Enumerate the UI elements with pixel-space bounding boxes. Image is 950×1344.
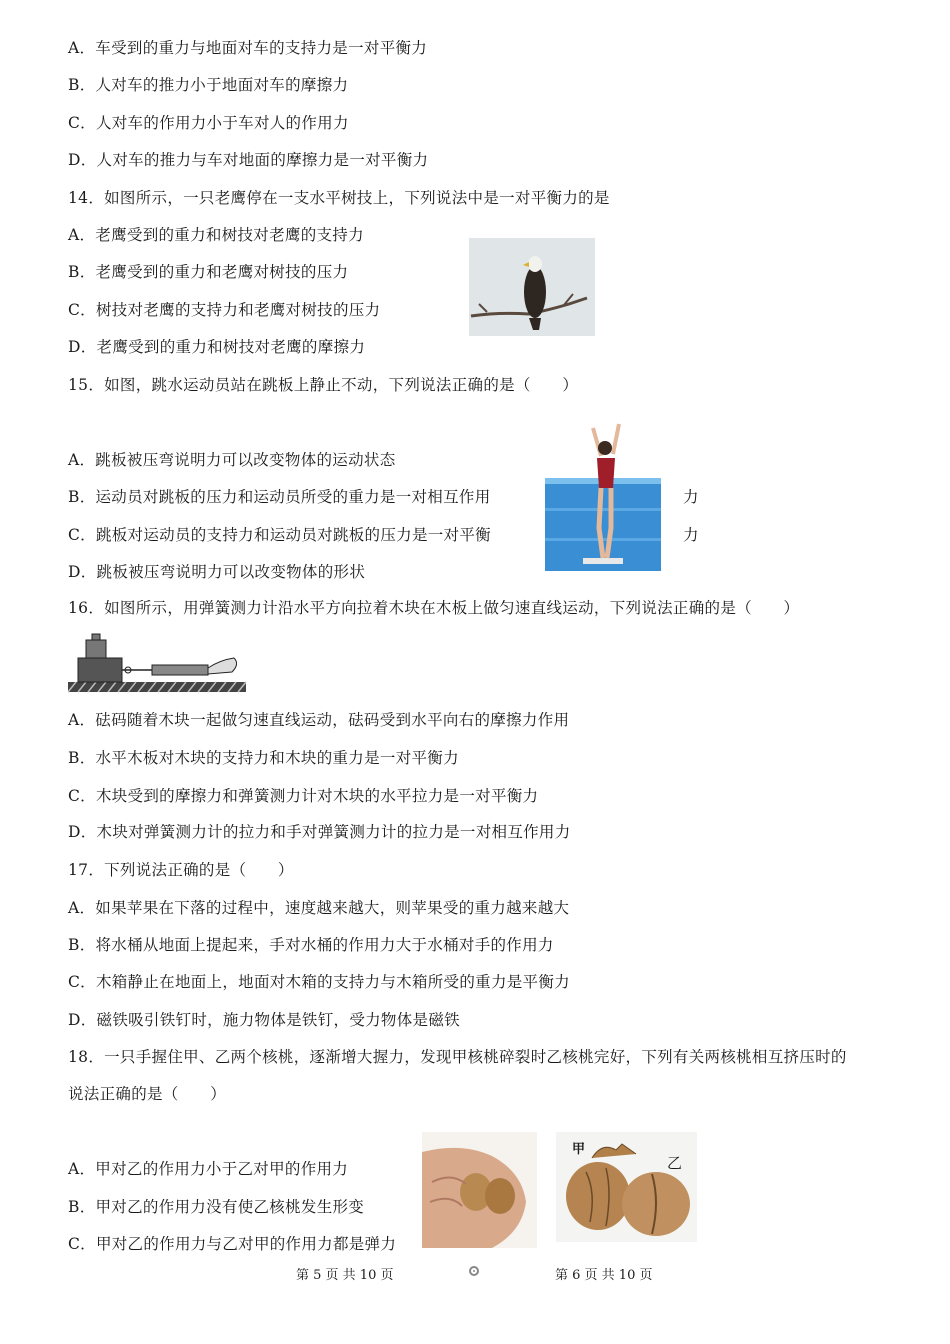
hand-walnut-figure [422,1132,537,1248]
q15-option-c: C．跳板对运动员的支持力和运动员对跳板的压力是一对平衡 [68,526,491,544]
q17-option-d: D．磁铁吸引铁钉时，施力物体是铁钉，受力物体是磁铁 [68,1011,460,1029]
q14-option-a: A．老鹰受到的重力和树技对老鹰的支持力 [68,226,364,244]
q18-stem-line-2: 说法正确的是（ ） [68,1085,227,1103]
q18-stem-line-1: 18．一只手握住甲、乙两个核桃，逐渐增大握力，发现甲核桃碎裂时乙核桃完好，下列有关两核桃相互挤压时的 [68,1048,847,1066]
q15-option-a: A．跳板被压弯说明力可以改变物体的运动状态 [68,451,396,469]
q14-stem: 14．如图所示，一只老鹰停在一支水平树技上，下列说法中是一对平衡力的是 [68,189,610,207]
q16-option-d: D．木块对弹簧测力计的拉力和手对弹簧测力计的拉力是一对相互作用力 [68,823,571,841]
q16-option-b: B．水平木板对木块的支持力和木块的重力是一对平衡力 [68,749,459,767]
page-number-right: 第 6 页 共 10 页 [555,1268,653,1283]
walnut-label-yi: 乙 [667,1154,683,1172]
q13-option-c: C．人对车的作用力小于车对人的作用力 [68,114,349,132]
q18-option-b: B．甲对乙的作用力没有使乙核桃发生形变 [68,1198,365,1216]
q13-option-b: B．人对车的推力小于地面对车的摩擦力 [68,76,349,94]
q14-option-c: C．树技对老鹰的支持力和老鹰对树技的压力 [68,301,381,319]
walnut-label-jia: 甲 [572,1142,586,1157]
diver-figure [545,418,661,571]
q18-option-a: A．甲对乙的作用力小于乙对甲的作用力 [68,1160,349,1178]
q14-option-b: B．老鹰受到的重力和老鹰对树技的压力 [68,263,349,281]
q15-stem: 15．如图，跳水运动员站在跳板上静止不动，下列说法正确的是（ ） [68,376,579,394]
page-number-left: 第 5 页 共 10 页 [296,1268,394,1283]
q13-option-d: D．人对车的推力与车对地面的摩擦力是一对平衡力 [68,151,429,169]
q17-option-a: A．如果苹果在下落的过程中，速度越来越大，则苹果受的重力越来越大 [68,899,570,917]
q16-option-a: A．砝码随着木块一起做匀速直线运动，砝码受到水平向右的摩擦力作用 [68,711,570,729]
q14-option-d: D．老鹰受到的重力和树技对老鹰的摩擦力 [68,338,366,356]
walnuts-figure [556,1132,697,1242]
q16-option-c: C．木块受到的摩擦力和弹簧测力计对木块的水平拉力是一对平衡力 [68,787,539,805]
q17-stem: 17．下列说法正确的是（ ） [68,861,294,879]
q15-option-b: B．运动员对跳板的压力和运动员所受的重力是一对相互作用 [68,488,491,506]
q13-option-a: A．车受到的重力与地面对车的支持力是一对平衡力 [68,39,428,57]
eagle-figure [469,238,595,336]
q15-option-b-tail: 力 [683,488,699,506]
q18-option-c: C．甲对乙的作用力与乙对甲的作用力都是弹力 [68,1235,397,1253]
q17-option-c: C．木箱静止在地面上，地面对木箱的支持力与木箱所受的重力是平衡力 [68,973,570,991]
q15-option-d: D．跳板被压弯说明力可以改变物体的形状 [68,563,366,581]
spring-scale-figure [68,630,248,695]
q16-stem: 16．如图所示，用弹簧测力计沿水平方向拉着木块在木板上做匀速直线运动，下列说法正确的是（ ） [68,599,800,617]
q15-option-c-tail: 力 [683,526,699,544]
binding-hole-icon [469,1266,479,1276]
q17-option-b: B．将水桶从地面上提起来，手对水桶的作用力大于水桶对手的作用力 [68,936,554,954]
